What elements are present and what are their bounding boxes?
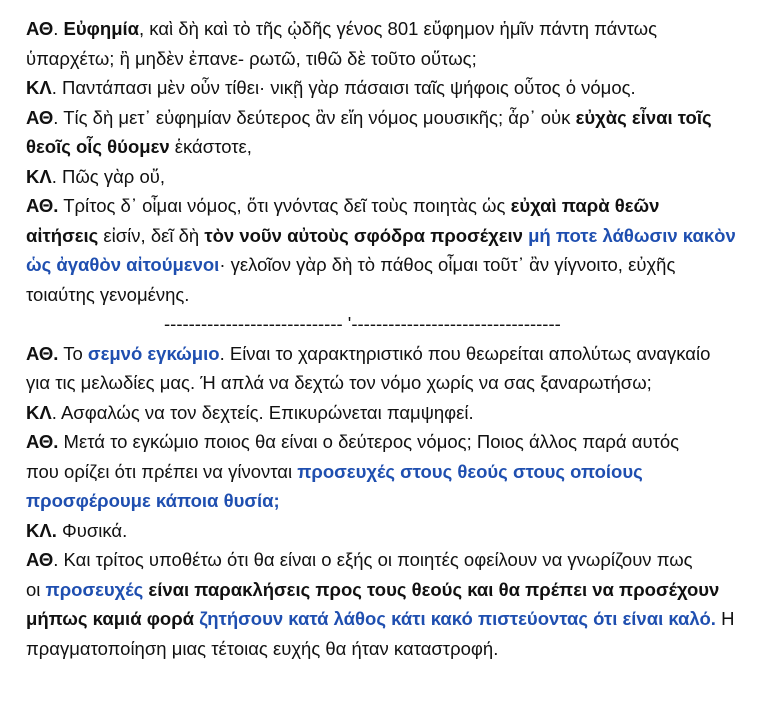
line-4 [26, 103, 763, 133]
speaker-label: ΚΛ [26, 165, 52, 187]
line-18 [26, 545, 763, 575]
text-run: τοιαύτης γενομένης. [26, 283, 190, 305]
line-7 [26, 191, 763, 221]
emphasis-bold: αἰτήσεις [26, 224, 99, 246]
text-run: . Και τρίτος υποθέτω ότι θα είναι ο εξής οι ποιητές οφείλουν να γνωρίζουν πως [53, 549, 693, 570]
text-run: . Είναι το χαρακτηριστικό που θεωρείται απολύτως αναγκαίο [219, 342, 711, 364]
text-run: Φυσικά. [56, 519, 128, 541]
line-9 [26, 250, 763, 280]
emphasis-blue: προσευχές [45, 578, 144, 600]
speaker-label: ΑΘ [26, 18, 54, 39]
text-run: Μετά το εγκώμιο ποιος θα είναι ο δεύτερος νόμος; Ποιος άλλος παρά αυτός [58, 431, 680, 452]
speaker-label: ΑΘ. [26, 195, 59, 216]
text-run: . Πῶς γὰρ οὔ, [51, 165, 165, 187]
line-19 [26, 575, 763, 605]
emphasis-bold: θεοῖς οἷς θύομεν [26, 136, 170, 157]
text-run: Η [715, 608, 735, 629]
text-run: . Ασφαλώς να τον δεχτείς. Επικυρώνεται παμψηφεί. [51, 401, 474, 423]
line-8 [26, 221, 763, 251]
text-run: · γελοῖον γὰρ δὴ τὸ πάθος οἶμαι τοῦτ᾽ ἂν γίγνοιτο, εὐχῆς [219, 254, 676, 275]
separator-line: ----------------------------- '---------------------------------- [164, 313, 561, 334]
emphasis-bold: εὐχὰς εἶναι τοῖς [575, 106, 712, 128]
speaker-label: ΚΛ [26, 401, 52, 423]
emphasis-blue: μή ποτε λάθωσιν κακὸν [528, 224, 736, 246]
line-12 [26, 368, 763, 398]
line-20 [26, 604, 763, 634]
line-16 [26, 486, 763, 516]
text-run: πραγματοποίηση μιας τέτοιας ευχής θα ήταν καταστροφή. [26, 637, 499, 659]
emphasis-blue: προσευχές στους θεούς στους οποίους [297, 460, 643, 482]
text-run: . Παντάπασι μὲν οὖν τίθει· νικῇ γὰρ πάσαισι ταῖς ψήφοις οὗτος ὁ νόμος. [51, 77, 636, 98]
emphasis-bold: μήπως καμιά φορά [26, 608, 195, 629]
speaker-label: ΚΛ. [26, 519, 57, 541]
line-13 [26, 398, 763, 428]
speaker-label: ΑΘ. [26, 431, 59, 452]
line-5 [26, 132, 763, 162]
emphasis-bold: Εὐφημία [63, 18, 140, 39]
line-17 [26, 516, 763, 546]
text-run: ὑπαρχέτω; ἢ μηδὲν ἐπανε- ρωτῶ, τιθῶ δὲ τοῦτο οὕτως; [26, 47, 477, 69]
line-14 [26, 427, 763, 457]
text-run: εἰσίν, δεῖ δὴ [98, 224, 205, 246]
emphasis-bold: εὐχαὶ παρὰ θεῶν [510, 195, 660, 216]
speaker-label: ΑΘ. [26, 342, 59, 364]
speaker-label: ΑΘ [26, 106, 54, 128]
emphasis-blue: σεμνό εγκώμιο [87, 342, 220, 364]
text-run: ἑκάστοτε, [169, 136, 252, 157]
line-10 [26, 280, 763, 310]
text-run: που ορίζει ότι πρέπει να γίνονται [26, 460, 298, 482]
text-run: Το [58, 342, 88, 364]
emphasis-blue: ζητήσουν κατά λάθος κάτι κακό πιστεύοντας ότι είναι καλό. [199, 608, 716, 629]
speaker-label: ΚΛ [26, 77, 52, 98]
text-run: . [53, 18, 64, 39]
text-run: . Τίς δὴ μετ᾽ εὐφημίαν δεύτερος ἂν εἴη νόμος μουσικῆς; ἆρ᾽ οὐκ [53, 106, 576, 128]
line-2 [26, 44, 763, 74]
emphasis-bold: τὸν νοῦν αὐτοὺς σφόδρα προσέχειν [204, 224, 523, 246]
line-11 [26, 339, 763, 369]
text-run: για τις μελωδίες μας. Ή απλά να δεχτώ τον νόμο χωρίς να σας ξαναρωτήσω; [26, 372, 652, 393]
line-1 [26, 14, 763, 44]
text-run: οι [26, 578, 46, 600]
line-3 [26, 73, 763, 103]
emphasis-bold: είναι παρακλήσεις προς τους θεούς και θα πρέπει να προσέχουν [143, 578, 720, 600]
line-6 [26, 162, 763, 192]
text-run: , καὶ δὴ καὶ τὸ τῆς ᾠδῆς γένος 801 εὔφημον ἡμῖν πάντη πάντως [139, 18, 658, 39]
line-21 [26, 634, 763, 664]
emphasis-blue: προσφέρουμε κάποια θυσία; [26, 490, 280, 511]
line-15 [26, 457, 763, 487]
emphasis-blue: ὡς ἀγαθὸν αἰτούμενοι [26, 254, 220, 275]
speaker-label: ΑΘ [26, 549, 54, 570]
text-run: Τρίτος δ᾽ οἶμαι νόμος, ὅτι γνόντας δεῖ τοὺς ποιητὰς ὡς [58, 195, 511, 216]
